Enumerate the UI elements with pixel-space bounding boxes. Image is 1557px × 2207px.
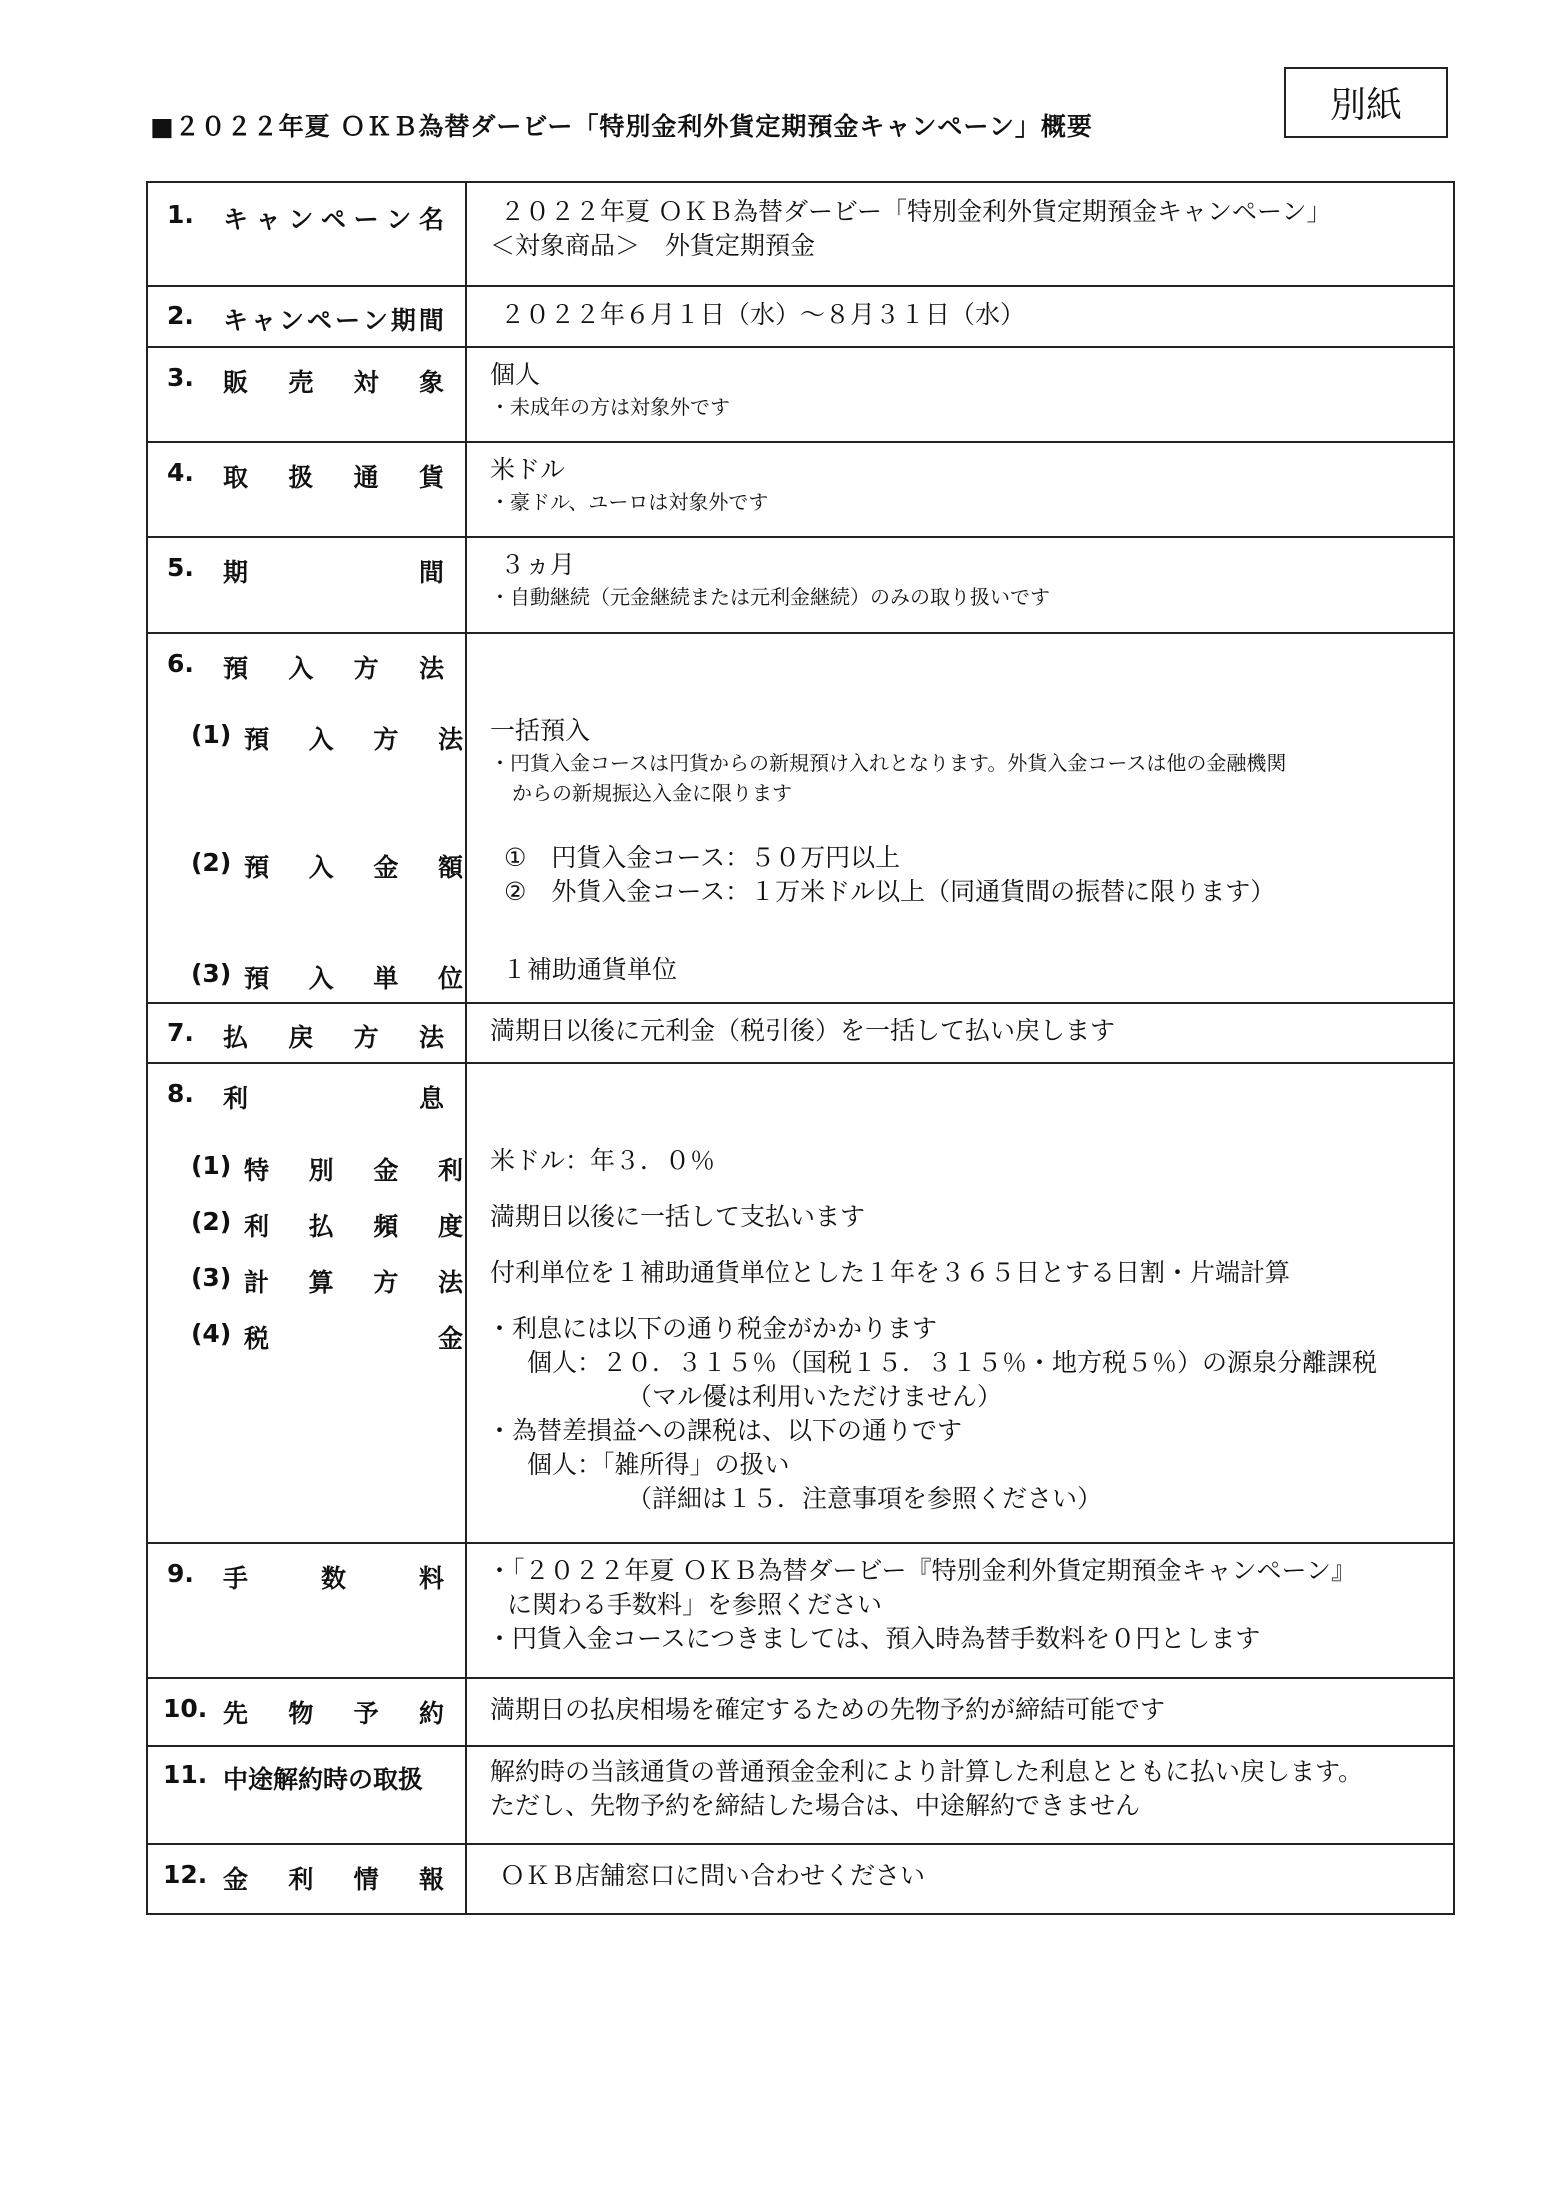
rate-information: ＯＫＢ店舗窓口に問い合わせください <box>500 1861 926 1890</box>
row-number: 9. <box>167 1559 194 1588</box>
row-label <box>148 1860 465 1896</box>
row-number: 6. <box>167 649 194 678</box>
label-cell <box>147 182 466 286</box>
row-label <box>148 553 465 589</box>
row-label-text: 預 入 方 法 <box>223 654 444 683</box>
term: ３ヵ月 <box>500 550 576 579</box>
row-number: 11. <box>163 1760 208 1789</box>
content-cell <box>466 633 1454 1003</box>
table-row <box>147 1003 1454 1063</box>
row-number: 3. <box>167 363 194 392</box>
deposit-amount-fx: ② 外貨入金コース：１万米ドル以上（同通貨間の振替に限ります） <box>504 877 1276 906</box>
deposit-method: 一括預入 <box>490 716 591 745</box>
row-label-text: 取 扱 通 貨 <box>223 463 444 492</box>
content-cell <box>466 1746 1454 1844</box>
table-row <box>147 286 1454 347</box>
row-label-text: 販 売 対 象 <box>223 368 444 397</box>
content-cell <box>466 347 1454 442</box>
row-label <box>148 1018 465 1054</box>
label-cell <box>147 442 466 537</box>
row-label-text: 期 間 <box>223 558 444 587</box>
row-label <box>148 1694 465 1730</box>
target-product: ＜対象商品＞ 外貨定期預金 <box>490 231 816 260</box>
table-row <box>147 537 1454 633</box>
row-number: 7. <box>167 1018 194 1047</box>
row-label <box>148 649 444 685</box>
calculation-method: 付利単位を１補助通貨単位とした１年を３６５日とする日割・片端計算 <box>490 1258 1291 1287</box>
row-label-text: キ ャ ン ペ ー ン 名 <box>223 205 444 234</box>
row-label <box>148 363 465 399</box>
row-label-text: 払 戻 方 法 <box>223 1023 444 1052</box>
table-row <box>147 633 1454 1003</box>
forward-contract: 満期日の払戻相場を確定するための先物予約が締結可能です <box>490 1695 1166 1724</box>
interest-payment: 満期日以後に一括して支払います <box>490 1202 866 1231</box>
row-label-text: 中途解約時の取扱 <box>223 1765 424 1794</box>
table-row <box>147 1063 1454 1543</box>
row-label <box>148 1760 465 1796</box>
row-label-text: 先 物 予 約 <box>223 1699 444 1728</box>
page-title: ■２０２２年夏 ＯＫＢ為替ダービー「特別金利外貨定期預金キャンペーン」概要 <box>150 112 1093 141</box>
term-note: ・自動継続（元金継続または元利金継続）のみの取り扱いです <box>490 585 1050 609</box>
content-cell <box>466 182 1454 286</box>
row-label <box>148 1079 444 1115</box>
deposit-unit: １補助通貨単位 <box>502 955 678 984</box>
content-cell <box>466 286 1454 347</box>
deposit-method-note: ・円貨入金コースは円貨からの新規預け入れとなります。外貨入金コースは他の金融機関 <box>490 751 1287 775</box>
attachment-label: 別紙 <box>1329 85 1402 126</box>
attachment-badge <box>1284 67 1448 138</box>
deposit-amount-yen: ① 円貨入金コース：５０万円以上 <box>504 843 901 872</box>
sub-row-label: (3) 計 算 方 法 <box>191 1263 463 1297</box>
label-cell <box>147 1844 466 1914</box>
row-number: 1. <box>167 200 194 229</box>
table-row <box>147 1543 1454 1678</box>
row-label <box>148 200 465 236</box>
currency-note: ・豪ドル、ユーロは対象外です <box>490 490 769 514</box>
label-cell <box>147 1543 466 1678</box>
sub-row-label: (2) 利 払 頻 度 <box>191 1207 463 1241</box>
summary-table <box>146 181 1455 1915</box>
fee-details: ・「２０２２年夏 ＯＫＢ為替ダービー『特別金利外貨定期預金キャンペーン』 に関わる手数料」を参照ください ・円貨入金コースにつきましては、預入時為替手数料を０円とします <box>487 1556 1356 1653</box>
refund-method: 満期日以後に元利金（税引後）を一括して払い戻します <box>490 1016 1116 1045</box>
content-cell <box>466 1678 1454 1746</box>
early-cancellation: 解約時の当該通貨の普通預金金利により計算した利息とともに払い戻します。 ただし、先物予約を締結した場合は、中途解約できません <box>490 1757 1364 1820</box>
content-cell <box>466 1844 1454 1914</box>
content-cell <box>466 537 1454 633</box>
deposit-method-note-cont: からの新規振込入金に限ります <box>512 781 792 805</box>
row-number: 4. <box>167 458 194 487</box>
content-cell <box>466 1063 1454 1543</box>
campaign-name: ２０２２年夏 ＯＫＢ為替ダービー「特別金利外貨定期預金キャンペーン」 <box>500 197 1332 226</box>
label-cell <box>147 633 466 1003</box>
label-cell <box>147 347 466 442</box>
row-label-text: 金 利 情 報 <box>223 1865 444 1894</box>
table-row <box>147 1844 1454 1914</box>
table-row <box>147 182 1454 286</box>
label-cell <box>147 1678 466 1746</box>
table-row <box>147 1678 1454 1746</box>
content-cell <box>466 442 1454 537</box>
sub-row-label: (1) 特 別 金 利 <box>191 1151 463 1185</box>
sub-row-label: (4) 税 金 <box>191 1319 463 1353</box>
label-cell <box>147 537 466 633</box>
label-cell <box>147 1003 466 1063</box>
row-number: 5. <box>167 553 194 582</box>
row-label <box>148 301 465 337</box>
row-number: 10. <box>163 1694 208 1723</box>
label-cell <box>147 1063 466 1543</box>
row-number: 2. <box>167 301 194 330</box>
row-number: 8. <box>167 1079 194 1108</box>
label-cell <box>147 286 466 347</box>
table-row <box>147 347 1454 442</box>
sales-target-note: ・未成年の方は対象外です <box>490 395 730 419</box>
row-number: 12. <box>163 1860 208 1889</box>
row-label <box>148 458 465 494</box>
row-label <box>148 1559 465 1595</box>
tax-details: ・利息には以下の通り税金がかかります 個人：２０．３１５％（国税１５．３１５％・地方税５％）の源泉分離課税 （マル優は利用いただけません） ・為替差損益への課税は、以下の通りです 個人：「雑所得」の扱い （詳細は１５．注意事項を参照ください） <box>487 1314 1378 1513</box>
table-row <box>147 1746 1454 1844</box>
label-cell <box>147 1746 466 1844</box>
campaign-period: ２０２２年６月１日（水）～８月３１日（水） <box>500 300 1026 329</box>
row-label-text: 利 息 <box>223 1084 444 1113</box>
currency: 米ドル <box>490 455 566 484</box>
sales-target: 個人 <box>490 360 541 389</box>
special-rate: 米ドル：年３．０％ <box>490 1146 716 1175</box>
row-label-text: 手 数 料 <box>223 1564 444 1593</box>
row-label-text: キ ャ ン ペ ー ン 期 間 <box>223 306 444 335</box>
sub-row-label: (2) 預 入 金 額 <box>191 848 463 882</box>
table-row <box>147 442 1454 537</box>
content-cell <box>466 1003 1454 1063</box>
content-cell <box>466 1543 1454 1678</box>
sub-row-label: (3) 預 入 単 位 <box>191 959 463 993</box>
sub-row-label: (1) 預 入 方 法 <box>191 720 463 754</box>
